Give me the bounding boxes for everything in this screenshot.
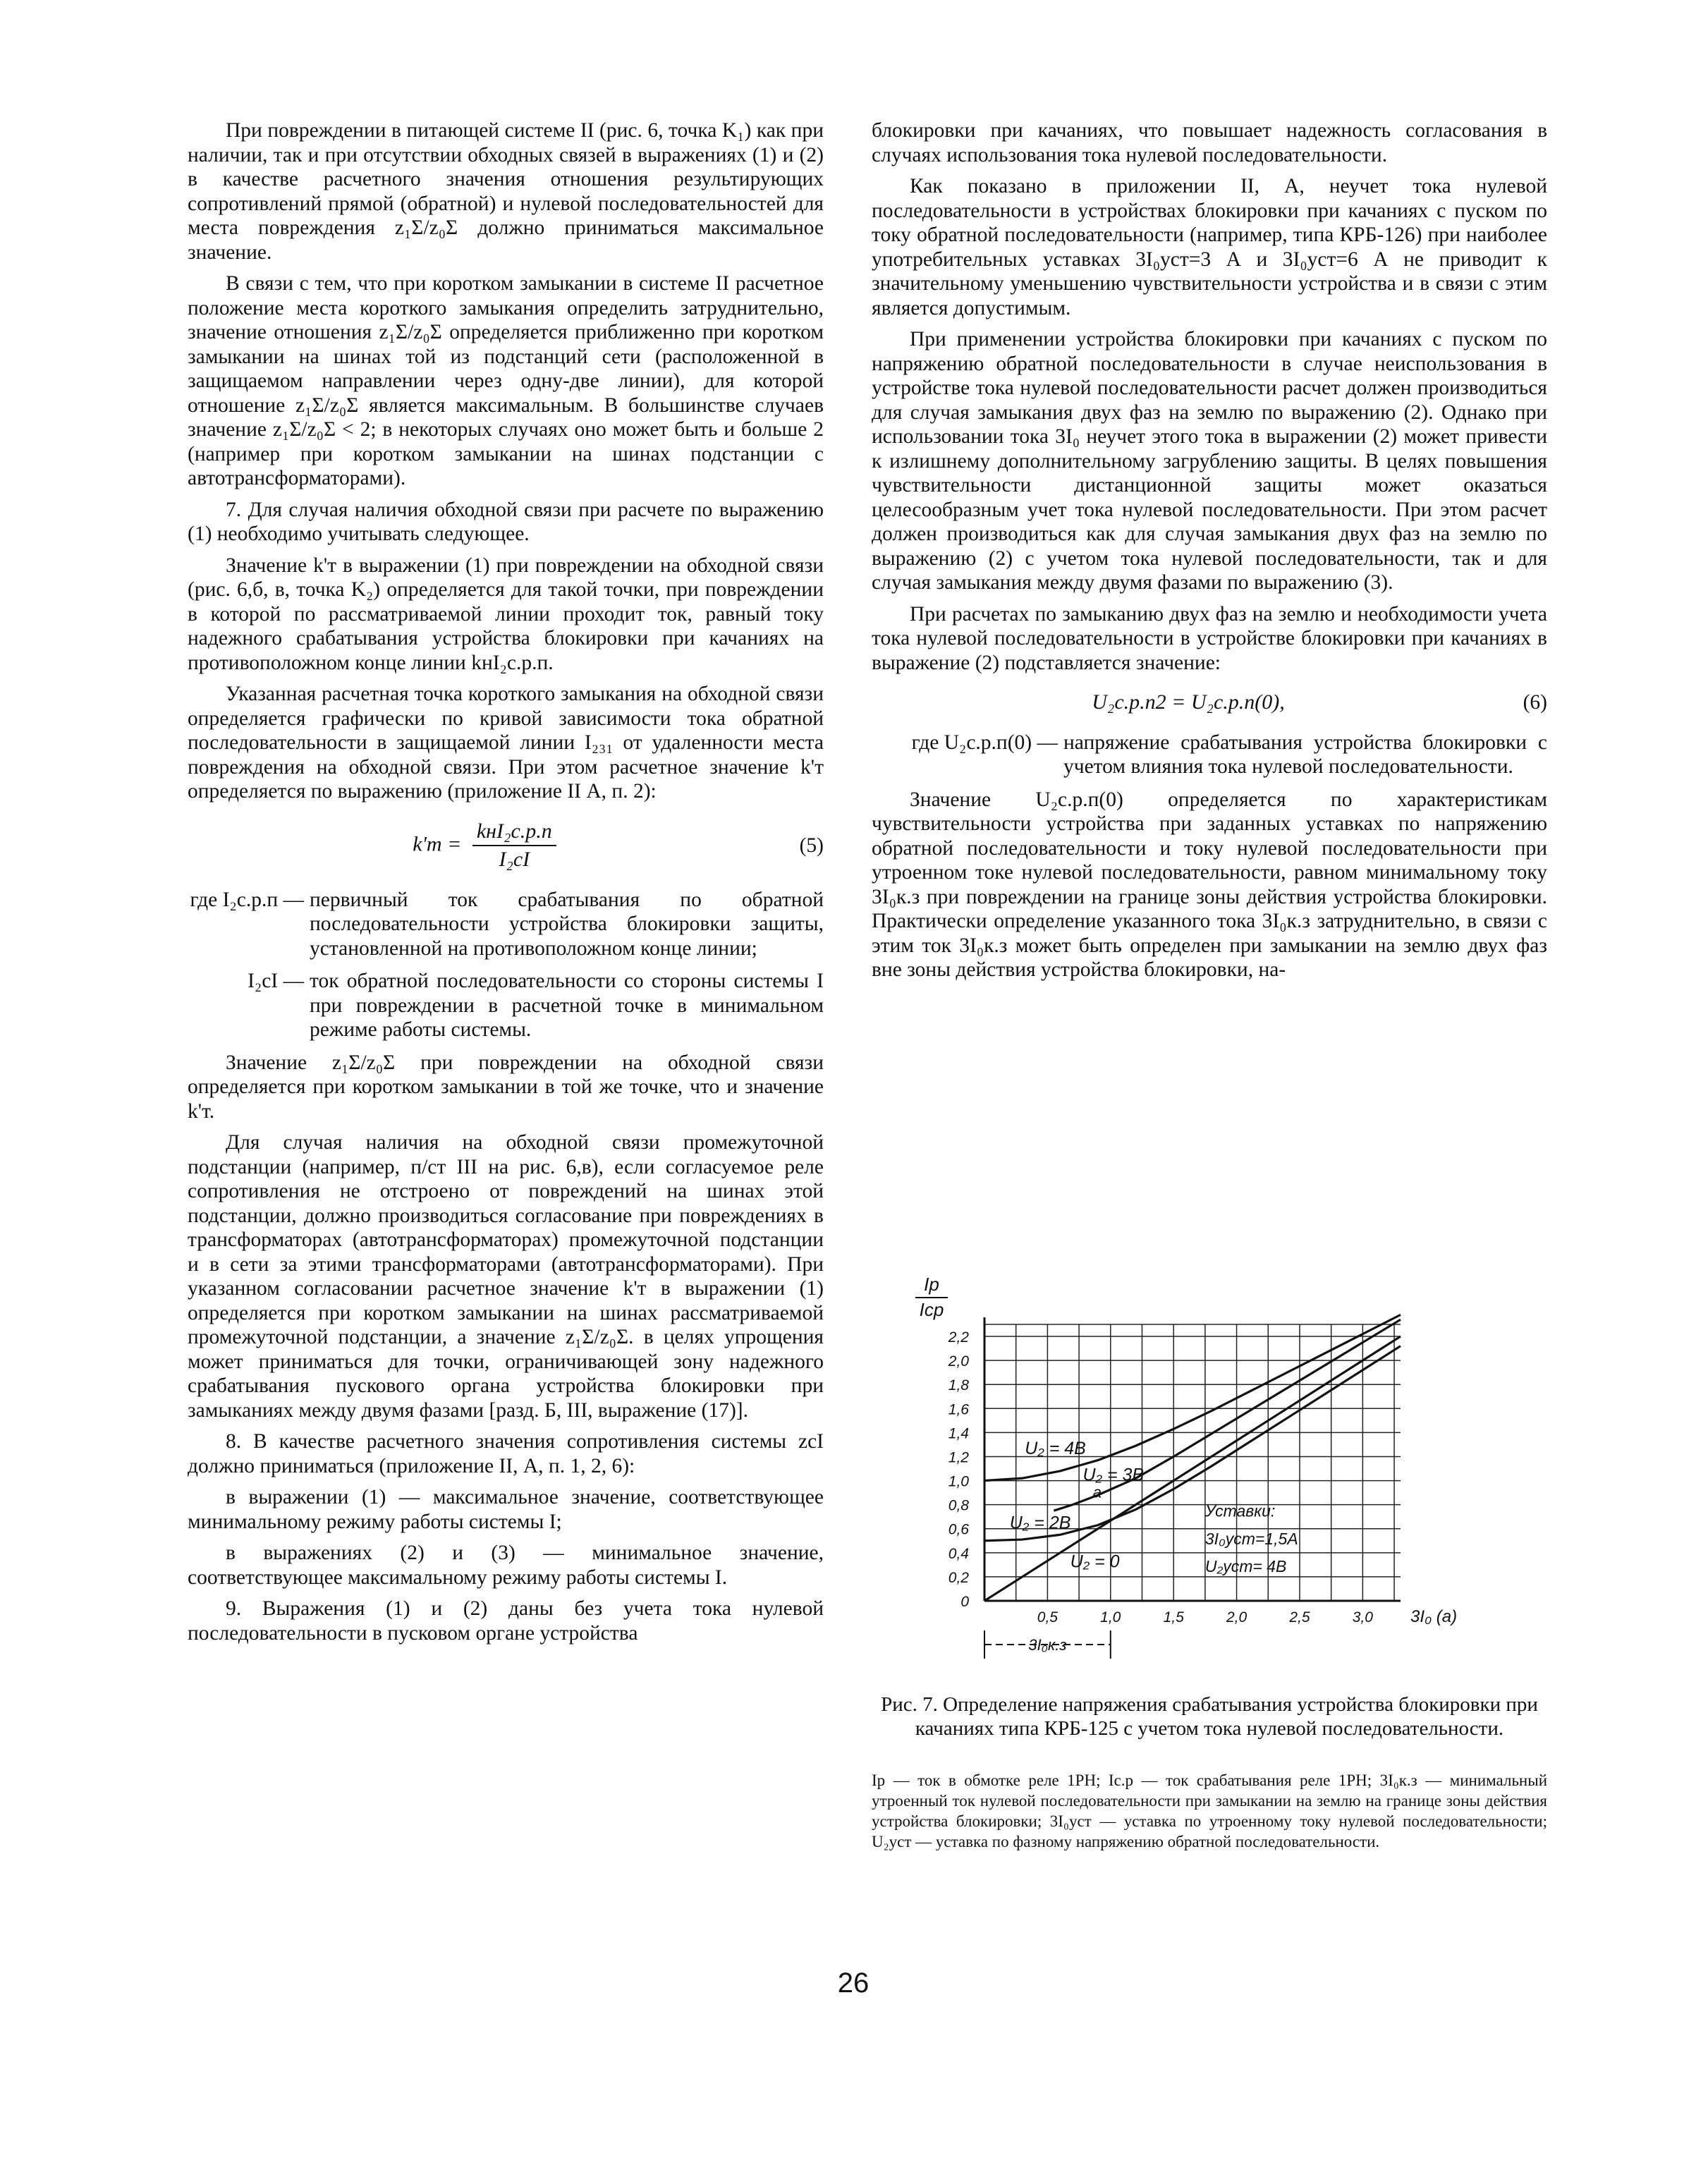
paragraph: 9. Выражения (1) и (2) даны без учета тока нулевой последовательности в пусковом органе устройства: [188, 1597, 824, 1645]
formula-fraction: [472, 819, 556, 872]
chart: [872, 1269, 1547, 1678]
y-tick-label: 2,0: [948, 1353, 969, 1370]
series-line: [984, 1336, 1401, 1601]
formula-number: (5): [799, 834, 824, 857]
paragraph: Для случая наличия на обходной связи промежуточной подстанции (например, п/ст III на рис. 6,в), если согласуемое реле сопротивления не отстроено от повреждений на шинах этой подстанции, должно производиться согласование при повреждениях в трансформаторах (автотрансформаторах) промежуточной подстанции и в сети за этими трансформаторами (автотрансформаторами). При указанном согласовании расчетное значение k'т в выражении (1) определяется при коротком замыкании на шинах рассматриваемой промежуточной подстанции, а значение z₁Σ/z₀Σ. в целях упрощения может приниматься для точки, ограничивающей зону надежного срабатывания пускового органа устройства блокировки при замыканиях между двумя фазами [разд. Б, III, выражение (17)].: [188, 1131, 824, 1422]
paragraph: 7. Для случая наличия обходной связи при расчете по выражению (1) необходимо учитывать следующее.: [188, 498, 824, 545]
figure-7: [872, 1269, 1547, 1678]
paragraph: Как показано в приложении II, А, неучет тока нулевой последовательности в устройствах блокировки при качаниях с пуском по току обратной последовательности (например, типа КРБ-126) при наиболее употребительных уставках 3I₀уст=3 А и 3I₀уст=6 А не приводит к значительному уменьшению чувствительности устройства и в связи с этим является допустимым.: [872, 175, 1547, 319]
point-label: а: [1092, 1483, 1102, 1501]
paragraph: 8. В качестве расчетного значения сопротивления системы zcI должно приниматься (приложение II, А, п. 1, 2, 6):: [188, 1430, 824, 1477]
y-tick-label: 0,8: [948, 1497, 969, 1514]
settings-title: Уставки:: [1204, 1501, 1276, 1520]
paragraph: Указанная расчетная точка короткого замыкания на обходной связи определяется графически по кривой зависимости тока обратной последовательности в защищаемой линии I₂₃₁ от удаленности места повреждения на обходной связи. При этом расчетное значение k'т определяется по выражению (приложение II А, п. 2):: [188, 683, 824, 803]
paragraph: блокировки при качаниях, что повышает надежность согласования в случаях использования тока нулевой последовательности.: [872, 119, 1547, 166]
where-definition-text: ток обратной последовательности со стороны системы I при повреждении в расчетной точке в минимальном режиме работы системы.: [310, 970, 824, 1041]
x-tick-label: 3,0: [1352, 1609, 1373, 1626]
left-column: [188, 118, 824, 1652]
formula-number: (6): [1523, 691, 1547, 714]
y-tick-label: 1,2: [948, 1449, 969, 1466]
x-tick-label: 2,0: [1226, 1609, 1248, 1626]
where-definition-text: первичный ток срабатывания по обратной последовательности устройства блокировки защиты, установленной на противоположном конце линии;: [310, 888, 824, 960]
formula-body: U₂с.р.п2 = U₂с.р.п(0),: [1092, 690, 1285, 714]
paragraph: В связи с тем, что при коротком замыкании в системе II расчетное положение места короткого замыкания определить затруднительно, значение отношения z₁Σ/z₀Σ определяется приближенно при коротком замыкании на шинах той из подстанций сети (расположенной в защищаемом направлении через одну-две линии), для которой отношение z₁Σ/z₀Σ является максимальным. В большинстве случаев значение z₁Σ/z₀Σ < 2; в некоторых случаях оно может быть и больше 2 (например при коротком замыкании на шинах подстанции с автотрансформаторами).: [188, 272, 824, 489]
span-label: 3I₀к.з: [1028, 1636, 1067, 1654]
y-tick-label: 1,4: [948, 1425, 969, 1442]
x-tick-label: 1,0: [1100, 1609, 1121, 1626]
right-column: [872, 118, 1547, 989]
where-term: I₂cI —: [248, 970, 304, 992]
formula-denominator: I₂cI: [499, 848, 530, 871]
x-tick-label: 0,5: [1037, 1609, 1058, 1626]
x-axis-label: 3I₀ (а): [1410, 1607, 1458, 1626]
x-tick-label: 2,5: [1289, 1609, 1310, 1626]
where-definition-text: напряжение срабатывания устройства блокировки с учетом влияния тока нулевой последовательности.: [1063, 731, 1547, 778]
where-term: где U₂с.р.п(0) —: [911, 731, 1058, 754]
y-axis-label-denominator: Iср: [919, 1299, 944, 1320]
y-tick-label: 1,6: [948, 1401, 969, 1418]
settings-value: U₂уст= 4В: [1204, 1557, 1287, 1576]
y-tick-label: 0: [960, 1594, 969, 1610]
where-term: где I₂с.р.п —: [190, 888, 304, 911]
y-tick-label: 0,4: [948, 1545, 969, 1562]
paragraph: Значение k'т в выражении (1) при повреждении на обходной связи (рис. 6,б, в, точка K₂) определяется для такой точки, при повреждении в которой по рассматриваемой линии проходит ток, равный току надежного срабатывания устройства блокировки при качаниях на противоположном конце линии kнI₂с.р.п.: [188, 554, 824, 674]
series-label: U₂ = 2В: [1009, 1513, 1071, 1533]
formula-numerator: kнI₂с.р.п: [472, 819, 556, 847]
y-tick-label: 0,6: [948, 1521, 969, 1538]
paragraph: При расчетах по замыканию двух фаз на землю и необходимости учета тока нулевой последовательности в устройстве блокировки при качаниях в выражение (2) подставляется значение:: [872, 602, 1547, 674]
series-label: U₂ = 3В: [1082, 1465, 1145, 1485]
paragraph: в выражении (1) — максимальное значение, соответствующее минимальному режиму работы системы I;: [188, 1486, 824, 1533]
settings-value: 3I₀уст=1,5А: [1204, 1529, 1298, 1548]
where-definition: [872, 731, 1547, 779]
paragraph: При повреждении в питающей системе II (рис. 6, точка K₁) как при наличии, так и при отсутствии обходных связей в выражениях (1) и (2) в качестве расчетного значения отношения результирующих сопротивлений прямой (обратной) и нулевой последовательностей для места повреждения z₁Σ/z₀Σ должно приниматься максимальное значение.: [188, 119, 824, 264]
page-number: 26: [837, 1968, 870, 1999]
formula-5: [188, 819, 824, 872]
x-tick-label: 1,5: [1163, 1609, 1184, 1626]
y-tick-label: 0,2: [948, 1569, 969, 1586]
series-label: U₂ = 4В: [1025, 1439, 1086, 1459]
y-tick-label: 1,8: [948, 1377, 969, 1394]
where-definition: [188, 969, 824, 1042]
formula-6: [872, 690, 1547, 715]
y-axis-label-numerator: Iр: [924, 1274, 939, 1295]
chart-axes: [984, 1317, 1401, 1601]
y-tick-label: 1,0: [948, 1473, 969, 1490]
series-label: U₂ = 0: [1070, 1551, 1120, 1572]
y-tick-label: 2,2: [948, 1329, 969, 1346]
paragraph: Значение U₂с.р.п(0) определяется по характеристикам чувствительности устройства при заданных уставках по напряжению обратной последовательности и току нулевой последовательности при утроенном токе нулевой последовательности, равном минимальному току 3I₀к.з при повреждении на границе зоны действия устройства блокировки. Практически определение указанного тока 3I₀к.з затруднительно, в связи с этим ток 3I₀к.з может быть определен при замыкании на землю двух фаз вне зоны действия устройства блокировки, на-: [872, 788, 1547, 981]
figure-legend: Iр — ток в обмотке реле 1РН; Iс.р — ток срабатывания реле 1РН; 3I₀к.з — минимальный утроенный ток нулевой последовательности при замыкании на землю на границе зоны действия устройства блокировки; 3I₀уст — уставка по утроенному току нулевой последовательности; U₂уст — уставка по фазному напряжению обратной последовательности.: [872, 1771, 1547, 1850]
paragraph: в выражениях (2) и (3) — минимальное значение, соответствующее максимальному режиму работы системы I.: [188, 1542, 824, 1589]
paragraph: При применении устройства блокировки при качаниях с пуском по напряжению обратной последовательности в случае неиспользования в устройстве тока нулевой последовательности расчет должен производиться для случая замыкания двух фаз на землю по выражению (2). Однако при использовании тока 3I₀ неучет этого тока в выражении (2) может привести к излишнему дополнительному загрублению защиты. В целях повышения чувствительности дистанционной защиты может оказаться целесообразным учет тока нулевой последовательности. При этом расчет должен производиться как для случая замыкания двух фаз на землю по выражению (2) с учетом тока нулевой последовательности, так и для случая замыкания между двумя фазами по выражению (3).: [872, 328, 1547, 594]
paragraph: Значение z₁Σ/z₀Σ при повреждении на обходной связи определяется при коротком замыкании в той же точке, что и значение k'т.: [188, 1051, 824, 1123]
figure-caption: Рис. 7. Определение напряжения срабатывания устройства блокировки при качаниях типа КРБ-125 с учетом тока нулевой последовательности.: [881, 1693, 1538, 1740]
chart-grid: [984, 1324, 1401, 1601]
where-definition: [188, 888, 824, 961]
formula-lhs: k'т =: [413, 831, 462, 855]
